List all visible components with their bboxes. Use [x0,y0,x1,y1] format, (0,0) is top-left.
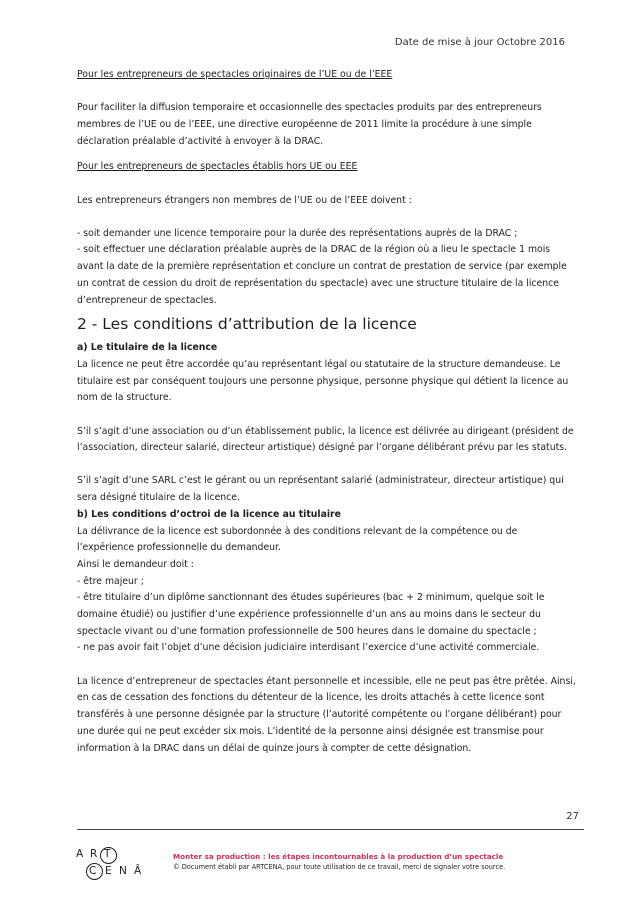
subsection-b-item-3: - ne pas avoir fait l’objet d’une décision judiciaire interdisant l’exercice d’une activité commerciale. [77,642,540,654]
page-content [77,67,577,757]
subsection-b-paragraph-3: La licence d’entrepreneur de spectacles étant personnelle et incessible, elle ne peut pas être prêtée. Ainsi, en cas de cessation des fonctions du détenteur de la licence, les droits attachés à cette licence sont transférés à une personne désignée par la structure (l’autorité compétente ou l’organe délibérant) pour une durée qui ne peut excéder six mois. L’identité de la personne ainsi désignée est transmise pour information à la DRAC dans un délai de quinze jours à compter de cette désignation. [77,675,576,754]
subsection-a-paragraph-1: La licence ne peut être accordée qu’au représentant légal ou statutaire de la structure demandeuse. Le titulaire est par conséquent toujours une personne physique, personne physique qui détient la licence au nom de la structure. [77,358,569,404]
ue-heading: Pour les entrepreneurs de spectacles originaires de l’UE ou de l’EEE [77,69,393,80]
subsection-a-heading: a) Le titulaire de la licence [77,342,218,354]
hors-ue-heading: Pour les entrepreneurs de spectacles établis hors UE ou EEE [77,161,358,173]
subsection-a-paragraph-3: S’il s’agit d’une SARL c’est le gérant ou un représentant salarié (administrateur, directeur artistique) qui sera désigné titulaire de la licence. [77,475,564,504]
subsection-b-item-2: - être titulaire d’un diplôme sanctionnant des études supérieures (bac + 2 minimum, quelque soit le domaine étudié) ou justifier d’une expérience professionnelle d’un ans au moins dans le secteur du spectacle vivant ou d’une formation professionnelle de 500 heures dans le domaine du spectacle ; [77,592,545,637]
ue-paragraph: Pour faciliter la diffusion temporaire et occasionnelle des spectacles produits par des entrepreneurs membres de l’UE ou de l’EEE, une directive européenne de 2011 limite la procédure à une simple déclaration préalable d’activité à envoyer à la DRAC. [77,102,542,147]
artcena-logo: A R T C E N Â [76,845,156,885]
subsection-a-paragraph-2: S’il s’agit d’une association ou d’un établissement public, la licence est délivrée au dirigeant (président de l’association, directeur salarié, directeur artistique) désigné par l’organe délibérant prévu par les statuts. [77,425,574,454]
hors-ue-intro: Les entrepreneurs étrangers non membres de l’UE ou de l’EEE doivent : [77,194,412,206]
subsection-b-heading: b) Les conditions d’octroi de la licence au titulaire [77,508,341,520]
page-number: 27 [566,811,579,822]
section-2-title: 2 - Les conditions d’attribution de la licence [77,315,417,334]
subsection-b-paragraph-2: Ainsi le demandeur doit : [77,558,194,570]
hors-ue-item-1: - soit demander une licence temporaire pour la durée des représentations auprès de la DRAC ; [77,227,518,239]
hors-ue-item-2: - soit effectuer une déclaration préalable auprès de la DRAC de la région où a lieu le spectacle 1 mois avant la date de la première représentation et conclure un contrat de prestation de service (par exemple un contrat de cession du droit de représentation du spectacle) avec une structure titulaire de la licence d’entrepreneur de spectacles. [77,244,567,306]
footer-title: Monter sa production : les étapes incontournables à la production d’un spectacle [173,852,504,861]
update-date: Date de mise à jour Octobre 2016 [394,37,565,48]
subsection-b-item-1: - être majeur ; [77,575,144,587]
subsection-b-paragraph-1: La délivrance de la licence est subordonnée à des conditions relevant de la compétence ou de l’expérience professionnelle du demandeur. [77,525,518,554]
footer-divider [77,829,584,830]
footer-copyright: © Document établi par ARTCENA, pour toute utilisation de ce travail, merci de signaler votre source. [173,863,506,871]
